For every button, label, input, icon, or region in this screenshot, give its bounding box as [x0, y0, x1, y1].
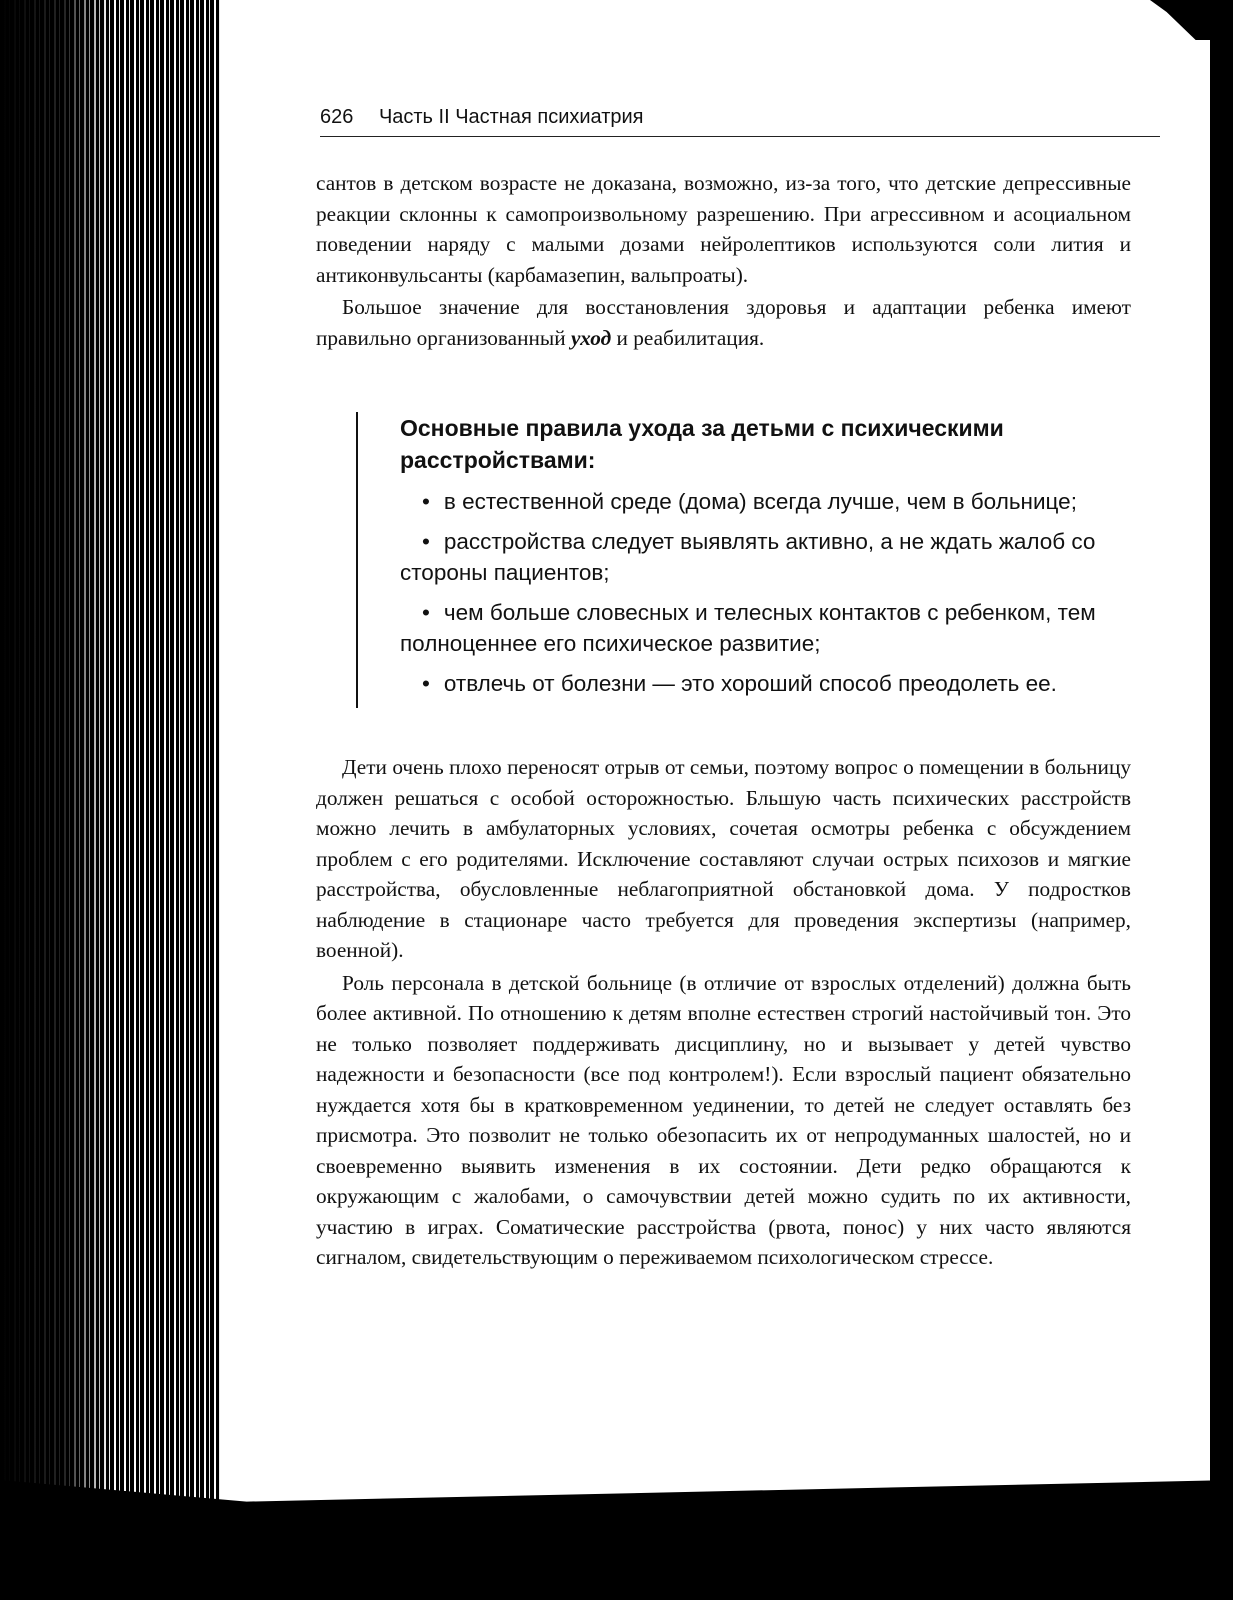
scan-shadow-bottom: [0, 1480, 1233, 1600]
paragraph-1: сантов в детском возрасте не доказана, возможно, из-за того, что детские депрессивные реакции склонны к самопроизвольному разрешению. При агрессивном и асоциальном поведении наряду с малыми дозами нейролептиков используются соли лития и антиконвульсанты (карбамазепин, вальпроаты).: [316, 171, 1131, 287]
rules-list-item: • отвлечь от болезни — это хороший способ преодолеть ее.: [400, 668, 1170, 699]
rules-list-item: • в естественной среде (дома) всегда лучше, чем в больнице;: [400, 486, 1170, 517]
running-head: [320, 106, 1160, 137]
rules-box: [356, 412, 1170, 708]
paragraph-2-text-b: и реабилитация.: [611, 325, 765, 350]
text-block-top: [316, 168, 1131, 353]
section-title: Часть II Частная психиатрия: [378, 106, 644, 128]
page-number: 626: [320, 106, 354, 128]
scan-shadow-right: [1210, 0, 1233, 1600]
paragraph-2-text-a: Большое значение для восстановления здоровья и адаптации ребенка имеют правильно организованный: [316, 295, 1131, 350]
text-block-bottom: [316, 752, 1131, 1273]
rules-list-item: • чем больше словесных и телесных контактов с ребенком, тем полноценнее его психическое развитие;: [400, 597, 1170, 659]
scan-shadow-left: [0, 0, 110, 1600]
paragraph-3: Дети очень плохо переносят отрыв от семьи, поэтому вопрос о помещении в больницу должен решаться с особой осторожностью. Бльшую часть психических расстройств можно лечить в амбулаторных условиях, сочетая осмотры ребенка с обсуждением проблем с его родителями. Исключение составляют случаи острых психозов и мягкие расстройства, обусловленные неблагоприятной обстановкой дома. У подростков наблюдение в стационаре часто требуется для проведения экспертизы (например, военной).: [316, 755, 1131, 962]
rules-list: [400, 486, 1170, 699]
paragraph-2-emphasis: уход: [570, 325, 612, 350]
rules-box-title: Основные правила ухода за детьми с психическими расстройствами:: [400, 415, 1004, 473]
rules-list-item: • расстройства следует выявлять активно, а не ждать жалоб со стороны пациентов;: [400, 526, 1170, 588]
paragraph-2: [316, 292, 1131, 353]
paragraph-4: Роль персонала в детской больнице (в отличие от взрослых отделений) должна быть более активной. По отношению к детям вполне естествен строгий настойчивый тон. Это не только позволяет поддерживать дисциплину, но и вызывает у детей чувство надежности и безопасности (все под контролем!). Если взрослый пациент обязательно нуждается хотя бы в кратковременном уединении, то детей не следует оставлять без присмотра. Это позволит не только обезопасить их от непродуманных шалостей, но и своевременно выявить изменения в их состоянии. Дети редко обращаются к окружающим с жалобами, о самочувствии детей можно судить по их активности, участию в играх. Соматические расстройства (рвота, понос) у них часто являются сигналом, свидетельствующим о переживаемом психологическом стрессе.: [316, 970, 1131, 1269]
